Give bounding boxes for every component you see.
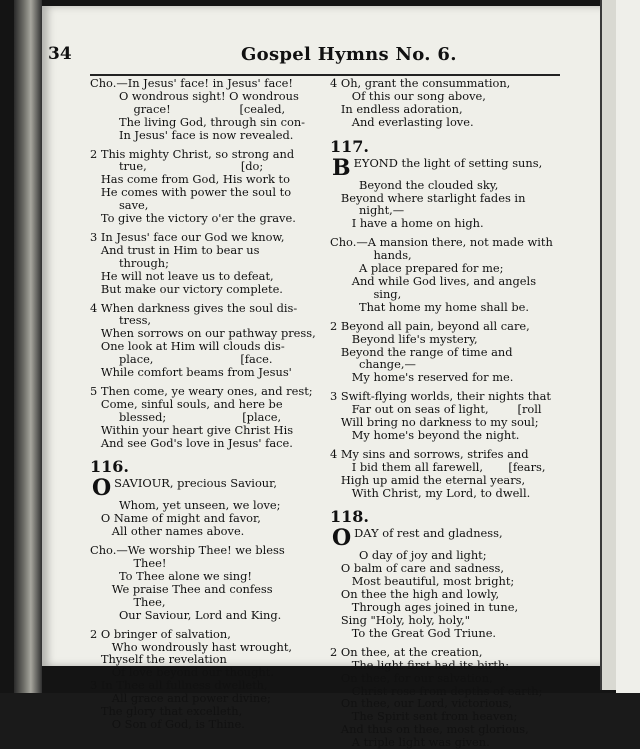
hymn-line: 4 My sins and sorrows, strifes and xyxy=(330,446,529,461)
hymn-line: He comes with power the soul to xyxy=(90,185,292,200)
hymn-line: Will bring no darkness to my soul; xyxy=(330,415,539,430)
hymn-line: All other names above. xyxy=(90,524,245,539)
drop-cap: B xyxy=(332,156,351,179)
hymn-line: true, [do; xyxy=(90,159,264,174)
hymn-line: On thee the high and lowly, xyxy=(330,587,500,602)
hymn-line: O Son of God, is Thine. xyxy=(90,716,245,731)
hymn-line: But make our victory complete. xyxy=(90,281,283,296)
hymn-line: Cho.—We worship Thee! we bless xyxy=(90,543,285,558)
hymn-line: O balm of care and sadness, xyxy=(330,561,504,576)
hymn-number: 117. xyxy=(330,136,369,156)
hymn-line: The Spirit sent from heaven; xyxy=(330,709,518,724)
stanza-gap xyxy=(330,499,570,505)
hymn-line: All grace and power divine; xyxy=(90,691,271,706)
hymn-line: night,— xyxy=(330,203,405,218)
hymn-line: Thee! xyxy=(90,556,167,571)
hymn-first-line xyxy=(90,477,330,499)
hymn-line: A place prepared for me; xyxy=(330,261,504,276)
hymn-line: Beyond the clouded sky, xyxy=(330,177,499,192)
stanza-gap xyxy=(330,129,570,135)
hymn-line: Most beautiful, most bright; xyxy=(330,574,515,589)
hymn-line: Of this our song above, xyxy=(330,88,486,103)
hymn-line: 3 In Thee all fullness dwelleth, xyxy=(90,678,268,693)
hymn-line: 3 In Jesus' face our God we know, xyxy=(90,229,285,244)
hymn-line: tress, xyxy=(90,313,152,328)
hymn-line: And trust in Him to bear us xyxy=(90,242,260,257)
hymn-line: Of love beyond our thought. xyxy=(90,665,274,680)
drop-cap: O xyxy=(332,527,352,550)
hymn-line: Beyond life's mystery, xyxy=(330,331,478,346)
hymn-line: He will not leave us to defeat, xyxy=(90,268,274,283)
hymn-line: Christ rose from depths of earth; xyxy=(330,683,543,698)
left-column xyxy=(90,77,330,731)
hymn-line: 3 Swift-flying worlds, their nights that xyxy=(330,389,551,404)
hymn-line: Thee, xyxy=(90,594,166,609)
book-binding xyxy=(14,0,42,693)
hymn-number: 116. xyxy=(90,457,129,477)
hymn-line: Within your heart give Christ His xyxy=(90,422,294,437)
hymn-line: My home's reserved for me. xyxy=(330,370,514,385)
hymn-line: Far out on seas of light, [roll xyxy=(330,402,542,417)
hymn-line: grace! [cealed, xyxy=(90,101,286,116)
hymn-line: With Christ, my Lord, to dwell. xyxy=(330,485,531,500)
hymn-line: Whom, yet unseen, we love; xyxy=(90,498,281,513)
hymn-line: In Jesus' face is now revealed. xyxy=(90,127,294,142)
hymn-line: 2 This mighty Christ, so strong and xyxy=(90,146,295,161)
hymn-line-text: EYOND the light of setting suns, xyxy=(353,156,543,170)
hymn-line: That home my home shall be. xyxy=(330,299,529,314)
stanza-gap xyxy=(90,449,330,455)
hymn-line: place, [face. xyxy=(90,352,273,367)
hymn-line: To give the victory o'er the grave. xyxy=(90,211,296,226)
next-page-edge xyxy=(616,0,640,693)
hymn-line: We praise Thee and confess xyxy=(90,581,273,596)
hymn-line: Beyond where starlight fades in xyxy=(330,190,526,205)
hymn-line: High up amid the eternal years, xyxy=(330,472,526,487)
hymn-line: O wondrous sight! O wondrous xyxy=(90,88,299,103)
book-title: Gospel Hymns No. 6. xyxy=(241,44,457,65)
hymn-line: save, xyxy=(90,198,149,213)
hymn-line: 4 Oh, grant the consummation, xyxy=(330,76,511,90)
hymn-line: I bid them all farewell, [fears, xyxy=(330,459,546,474)
hymn-number: 118. xyxy=(330,507,369,527)
page-header xyxy=(48,44,568,70)
hymn-line: While comfort beams from Jesus' xyxy=(90,365,292,380)
hymn-line: To the Great God Triune. xyxy=(330,625,497,640)
hymn-line: And while God lives, and angels xyxy=(330,273,537,288)
hymn-line: The living God, through sin con- xyxy=(90,114,306,129)
hymn-line: through; xyxy=(90,255,169,270)
hymn-line: sing, xyxy=(330,286,402,301)
hymn-line: 2 O bringer of salvation, xyxy=(90,626,231,641)
hymn-line: Through ages joined in tune, xyxy=(330,600,519,615)
hymn-line: And see God's love in Jesus' face. xyxy=(90,435,293,450)
hymn-line: Beyond the range of time and xyxy=(330,344,513,359)
hymn-line: Sing "Holy, holy, holy," xyxy=(330,613,471,627)
hymn-line: The glory that excelleth, xyxy=(90,704,243,719)
hymn-line: 2 Beyond all pain, beyond all care, xyxy=(330,318,530,333)
hymn-line: To Thee alone we sing! xyxy=(90,569,252,583)
hymn-line: Our Saviour, Lord and King. xyxy=(90,607,282,622)
hymn-line-text: DAY of rest and gladness, xyxy=(354,527,503,541)
hymn-line: When sorrows on our pathway press, xyxy=(90,326,316,341)
hymn-line: blessed; [place, xyxy=(90,409,282,424)
hymn-line: My home's beyond the night. xyxy=(330,427,520,442)
hymn-first-line xyxy=(330,527,570,549)
hymn-line: change,— xyxy=(330,357,416,372)
hymn-line: Has come from God, His work to xyxy=(90,172,290,187)
hymn-line: O day of joy and light; xyxy=(330,548,487,563)
drop-cap: O xyxy=(92,477,112,500)
hymn-line: Cho.—A mansion there, not made with xyxy=(330,235,553,250)
hymn-line: 4 When darkness gives the soul dis- xyxy=(90,300,298,315)
hymn-line: And everlasting love. xyxy=(330,114,474,129)
hymn-first-line xyxy=(330,157,570,179)
hymn-line: On thee, our Lord, victorious, xyxy=(330,696,513,711)
hymn-line: A triple light was given. xyxy=(330,735,490,749)
hymn-line: One look at Him will clouds dis- xyxy=(90,339,285,354)
hymn-line: Thyself the revelation xyxy=(90,652,227,667)
page-number: 34 xyxy=(48,44,72,64)
hymn-line: In endless adoration, xyxy=(330,101,463,116)
hymn-line: Cho.—In Jesus' face! in Jesus' face! xyxy=(90,76,293,90)
right-column xyxy=(330,77,570,749)
hymn-line: I have a home on high. xyxy=(330,216,484,231)
hymn-line: 2 On thee, at the creation, xyxy=(330,644,483,659)
hymn-line: 5 Then come, ye weary ones, and rest; xyxy=(90,383,313,398)
hymn-line: On thee, for our salvation, xyxy=(330,670,493,685)
hymn-line: Come, sinful souls, and here be xyxy=(90,396,283,411)
hymn-line: Who wondrously hast wrought, xyxy=(90,639,293,654)
hymn-line: The light first had its birth; xyxy=(330,657,510,672)
hymn-line: O Name of might and favor, xyxy=(90,511,261,526)
hymn-line-text: SAVIOUR, precious Saviour, xyxy=(114,477,277,491)
hymn-line: And thus on thee, most glorious, xyxy=(330,722,529,737)
hymn-line: hands, xyxy=(330,248,412,263)
